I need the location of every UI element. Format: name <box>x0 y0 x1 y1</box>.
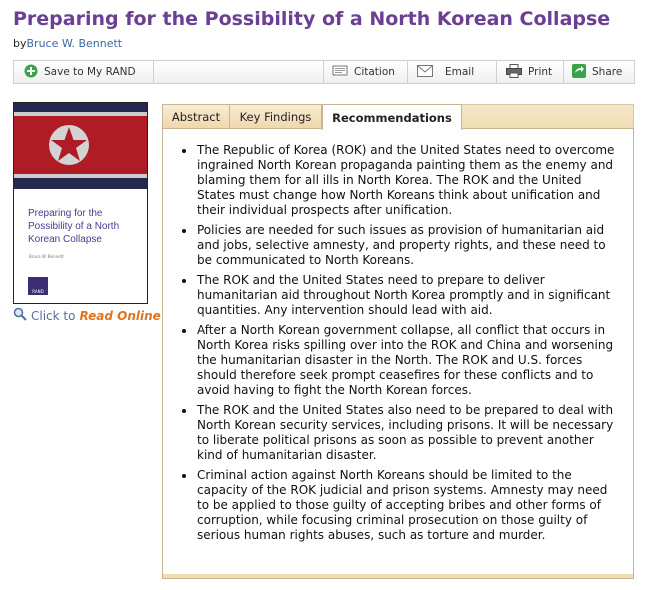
action-toolbar <box>13 60 635 84</box>
recommendations-list <box>179 143 623 548</box>
envelope-icon <box>417 65 433 80</box>
byline <box>13 37 122 50</box>
read-online-label: Read Online <box>79 308 161 323</box>
list-item: The ROK and the United States also need to be prepared to deal with North Korean security services, including prisons. It will be necessary to liberate political prisons as soon as possible to prevent another kind of humanitarian disaster. <box>179 403 623 463</box>
author-link[interactable]: Bruce W. Bennett <box>26 37 123 50</box>
print-button[interactable] <box>506 61 552 83</box>
tab-recommendations[interactable]: Recommendations <box>322 104 462 130</box>
magnifier-icon <box>13 307 27 324</box>
panel-footer-bar <box>163 574 633 578</box>
book-cover[interactable] <box>13 102 148 304</box>
printer-icon <box>506 64 522 81</box>
list-item: The ROK and the United States need to prepare to deliver humanitarian aid throughout North Korea promptly and in significant quantities. Any intervention should lead with aid. <box>179 273 623 318</box>
rand-logo: RAND <box>28 277 48 295</box>
read-online-prefix: Click to <box>31 308 76 323</box>
cover-title: Preparing for the Possibility of a North Korean Collapse <box>28 208 120 245</box>
list-item: The Republic of Korea (ROK) and the United States need to overcome ingrained North Korean propaganda painting them as the enemy and blaming them for all ills in North Korea. The ROK and the United States must change how North Koreans think about unification and their individual prospects after unification. <box>179 143 623 218</box>
email-label: Email <box>445 66 475 78</box>
tab-abstract[interactable]: Abstract <box>162 104 230 129</box>
citation-label: Citation <box>354 66 395 78</box>
tab-key-findings[interactable]: Key Findings <box>229 104 322 129</box>
plus-circle-icon <box>24 64 38 81</box>
share-button[interactable] <box>572 61 622 83</box>
north-korea-flag-image <box>14 103 148 189</box>
save-label: Save to My RAND <box>44 66 136 78</box>
list-item: After a North Korean government collapse, all conflict that occurs in North Korea risks spilling over into the ROK and China and worsening the humanitarian disaster in the North. The ROK and U.S. forces should therefore seek prompt ceasefires for these conflicts and to avoid having to fight the North Korean forces. <box>179 323 623 398</box>
read-online-link[interactable] <box>13 307 161 324</box>
byline-prefix: by <box>13 37 27 50</box>
save-to-my-rand-button[interactable] <box>24 61 136 83</box>
email-button[interactable] <box>417 61 474 83</box>
citation-icon <box>332 64 348 81</box>
page-title: Preparing for the Possibility of a North Korean Collapse <box>13 8 611 30</box>
citation-button[interactable] <box>332 61 395 83</box>
list-item: Criminal action against North Koreans should be limited to the capacity of the ROK judicial and prison systems. Amnesty may need to be applied to those guilty of accepting bribes and other forms of corruption, while focusing criminal prosecution on those guilty of serious human rights abuses, such as torture and murder. <box>179 468 623 543</box>
list-item: Policies are needed for such issues as provision of humanitarian aid and jobs, selective amnesty, and property rights, and these need to be communicated to North Koreans. <box>179 223 623 268</box>
print-label: Print <box>528 66 553 78</box>
cover-author: Bruce W. Bennett <box>29 254 64 259</box>
recommendations-panel <box>162 128 634 579</box>
share-icon <box>572 64 586 81</box>
share-label: Share <box>592 66 623 78</box>
